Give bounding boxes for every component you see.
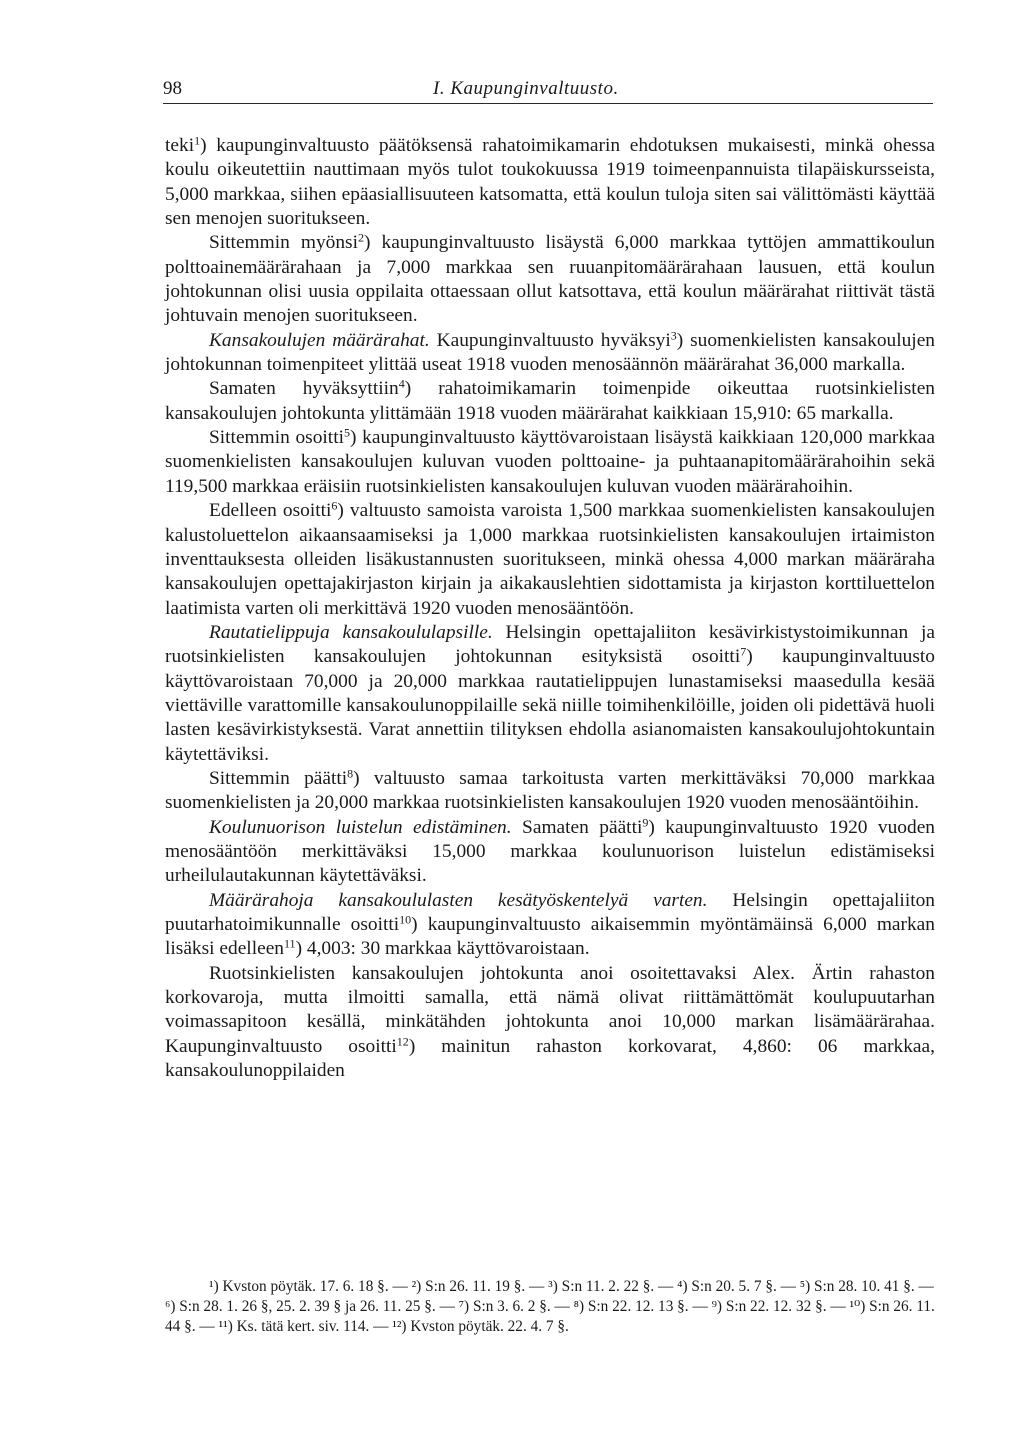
paragraph-text: ) kaupunginvaltuusto 1920 vuoden menosääntöön merkittäväksi 15,000 markkaa koulunuorison luistelun edistämiseksi urheilulautakunnan käytettäväksi. (165, 816, 935, 887)
paragraph-text: ) suomenkielisten kansakoulujen johtokunnan toimenpiteet ylittää useat 1918 vuoden menosäännön määrärahat 36,000 markalla. (165, 329, 935, 376)
paragraph-text: Ruotsinkielisten kansakoulujen johtokunta anoi osoitettavaksi Alex. Ärtin rahaston korkovaroja, mutta ilmoitti samalla, että nämä olivat riittämättömät koulupuutarhan voimassapitoon kesällä, minkätähden johtokunta anoi 10,000 markan lisämäärärahaa. Kaupunginvaltuusto osoitti (165, 962, 935, 1057)
paragraph-text: ) 4,003: 30 markkaa käyttövaroistaan. (295, 938, 590, 960)
paragraph-text: ) kaupunginvaltuusto päätöksensä rahatoimikamarin ehdotuksen mukaisesti, minkä ohessa koulu oikeutettiin nauttimaan myös tulot toukokuussa 1919 toimeenpannuista tilapäiskursseista, 5,000 markkaa, siihen epäasiallisuuteen katsomatta, että koulun tuloja siten sai välittömästi käyttää sen menojen suoritukseen. (165, 135, 935, 230)
footnote-text: ¹) Kvston pöytäk. 17. 6. 18 §. — ²) S:n 26. 11. 19 §. — ³) S:n 11. 2. 22 §. — ⁴) S:n 20. 5. 7 §. — ⁵) S:n 28. 10. 41 §. — ⁶) S:n 28. 1. 26 §, 25. 2. 39 § ja 26. 11. 25 §. — ⁷) S:n 3. 6. 2 §. — ⁸) S:n 22. 12. 13 §. — ⁹) S:n 22. 12. 32 §. — ¹⁰) S:n 26. 11. 44 §. — ¹¹) Ks. tätä kert. siv. 114. — ¹²) Kvston pöytäk. 22. 4. 7 §. (165, 1278, 935, 1335)
footnote-marker: 10 (399, 912, 412, 927)
paragraph (165, 816, 935, 889)
footnote-marker: 12 (396, 1034, 409, 1049)
paragraph (165, 134, 935, 231)
paragraph-text: ) rahatoimikamarin toimenpide oikeuttaa ruotsinkielisten kansakoulujen johtokunta ylittämään 1918 vuoden määrärahat kaikkiaan 15,910: 65 markalla. (165, 378, 935, 424)
footnote-marker: 5 (343, 425, 350, 440)
paragraph (165, 231, 935, 328)
section-heading: Kansakoulujen määrärahat. (209, 329, 430, 351)
paragraph-text: Samaten päätti (511, 816, 643, 838)
footnote-marker: 6 (331, 498, 338, 513)
paragraph-text: Edelleen osoitti (209, 500, 332, 522)
paragraph-text: ) mainitun rahaston korkovarat, 4,860: 06 markkaa, kansakoulunoppilaiden (165, 1035, 935, 1082)
paragraph-text: ) valtuusto samoista varoista 1,500 markkaa suomenkielisten kansakoulujen kalustoluettelon aikaansaamiseksi ja 1,000 markkaa ruotsinkielisten kansakoulujen irtaimiston inventtauksesta olleiden lisäkustannusten suoritukseen, minkä ohessa 4,000 markan määräraha kansakoulujen opettajakirjaston kirjain ja aikakauslehtien sidottamista ja kirjaston korttiluettelon laatimista varten oli merkittävä 1920 vuoden menosääntöön. (165, 500, 935, 619)
header-rule (163, 103, 933, 104)
paragraph-text: Helsingin opettajaliiton kesävirkistystoimikunnan ja ruotsinkielisten kansakoulujen johtokunnan esityksistä osoitti (165, 621, 935, 668)
paragraph (165, 621, 935, 767)
paragraph (165, 889, 935, 962)
footnote-marker: 7 (740, 644, 747, 659)
paragraph-text: ) kaupunginvaltuusto aikaisemmin myöntämäinsä 6,000 markan lisäksi edelleen (165, 914, 935, 960)
paragraph-text: ) kaupunginvaltuusto käyttövaroistaan 70,000 ja 20,000 markkaa rautatielippujen lunastamiseksi maasedulla kesää viettäville varattomille kansakoulunoppilaille sekä niille toimihenkilöille, joiden oli pidettävä huoli lasten kesävirkistyksestä. Varat annettiin tilityksen ehdolla asianomaisten kansakoulujohtokuntain käytettäviksi. (165, 646, 936, 765)
paragraph (165, 499, 935, 621)
paragraph-text: Samaten hyväksyttiin (209, 378, 399, 400)
paragraph (165, 962, 935, 1084)
footnote-marker: 2 (357, 230, 364, 245)
footnote-marker: 4 (398, 376, 405, 391)
paragraph-text: Sittemmin myönsi (209, 232, 358, 254)
paragraph-text: ) kaupunginvaltuusto lisäystä 6,000 markkaa tyttöjen ammattikoulun polttoainemäärärahaan ja 7,000 markkaa sen ruuanpitomäärärahaan lausuen, että koulun johtokunnan olisi uusia oppilaita ottaessaan ollut katsottava, että koulun määrärahat riittivät tästä johtuvain menojen suoritukseen. (165, 232, 935, 327)
paragraph (165, 329, 935, 378)
paragraph-text: Sittemmin osoitti (209, 427, 344, 449)
paragraph (165, 426, 935, 499)
paragraph-text: Sittemmin päätti (209, 767, 348, 789)
footnote-marker: 3 (670, 328, 677, 343)
page-header (163, 78, 933, 104)
paragraph-text: ) kaupunginvaltuusto käyttövaroistaan lisäystä kaikkiaan 120,000 markkaa suomenkielisten kansakoulujen kuluvan vuoden polttoaine- ja puhtaanapitomäärärahoihin sekä 119,500 markkaa eräisiin ruotsinkielisten kansakoulujen kuluvan vuoden määrärahoihin. (165, 427, 935, 497)
footnote-marker: 11 (284, 936, 296, 951)
footnote-marker: 9 (642, 815, 649, 830)
page-number: 98 (163, 78, 182, 99)
paragraph-text: ) valtuusto samaa tarkoitusta varten merkittäväksi 70,000 markkaa suomenkielisten ja 20,000 markkaa ruotsinkielisten kansakoulujen 1920 vuoden menosääntöihin. (165, 767, 936, 814)
section-heading: Rautatielippuja kansakoululapsille. (209, 621, 493, 643)
paragraph (165, 377, 935, 426)
footnotes (165, 1277, 935, 1336)
footnote-marker: 8 (347, 766, 354, 781)
paragraph-text: Kaupunginvaltuusto hyväksyi (429, 329, 671, 351)
body-text (165, 134, 935, 1083)
section-heading: Määrärahoja kansakoululasten kesätyöskentelyä varten. (209, 889, 708, 911)
paragraph-text: Helsingin opettajaliiton puutarhatoimikunnalle osoitti (165, 889, 935, 935)
paragraph (165, 767, 935, 816)
section-heading: Koulunuorison luistelun edistäminen. (209, 816, 512, 838)
footnote-marker: 1 (194, 133, 201, 148)
running-title: I. Kaupunginvaltuusto. (433, 78, 619, 99)
paragraph-text: teki (165, 135, 195, 156)
